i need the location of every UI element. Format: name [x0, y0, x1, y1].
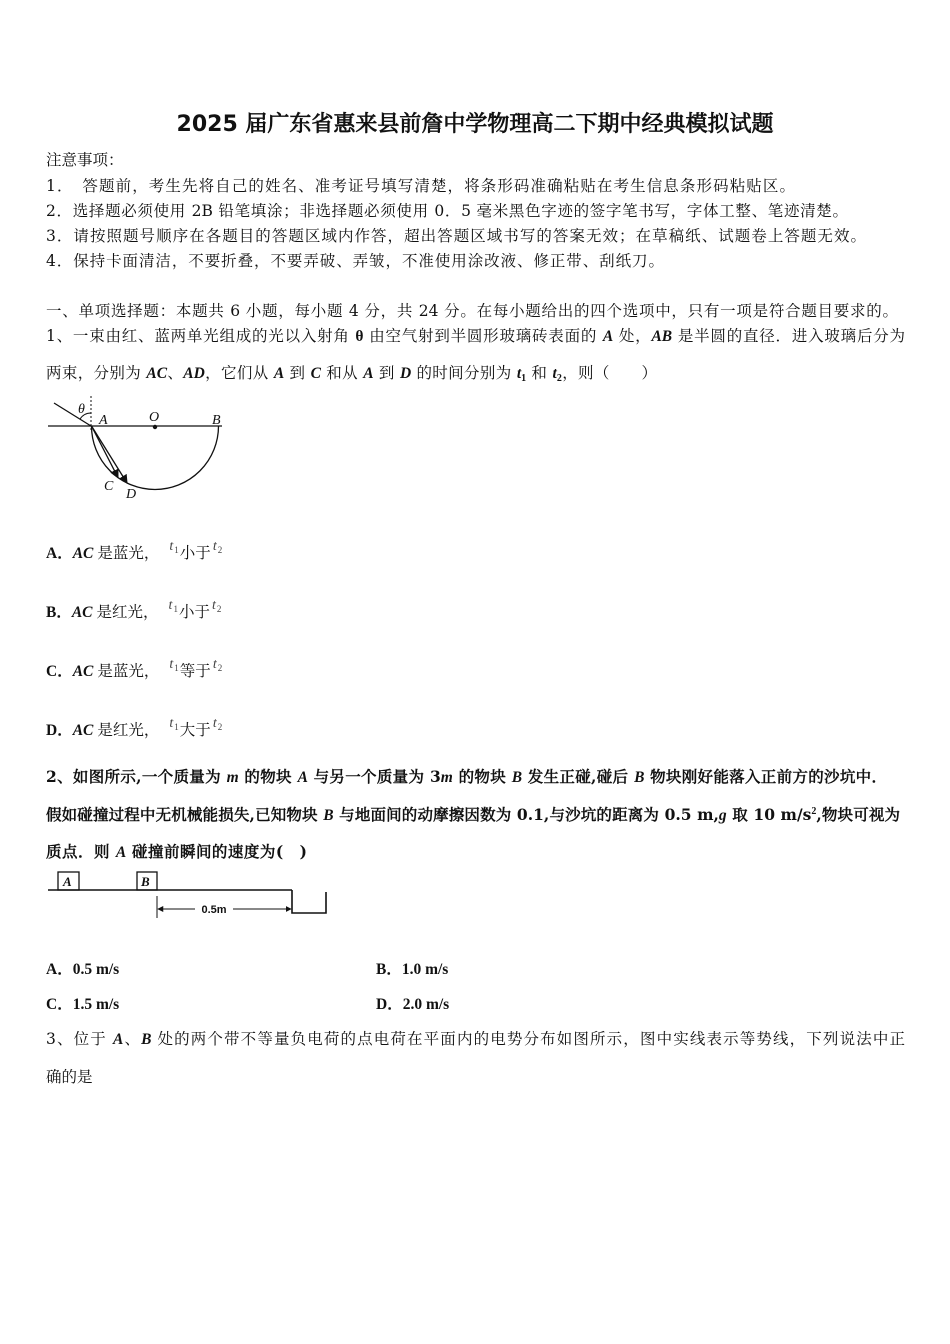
text-run: m: [440, 769, 453, 786]
text-run: 确的是: [46, 1068, 93, 1086]
notice-item-4: 4．保持卡面清洁，不要折叠，不要弄破、弄皱，不准使用涂改液、修正带、刮纸刀。: [46, 252, 664, 270]
notice-item-2: 2．选择题必须使用 2B 铅笔填涂；非选择题必须使用 0．5 毫米黑色字迹的签字笔书写，字体工整、笔迹清楚。: [46, 202, 848, 220]
q1-stem-line-1: [46, 325, 905, 347]
center-point-o: [153, 425, 157, 429]
text-run: 的时间分别为: [411, 364, 517, 382]
refracted-ray-ac: [92, 426, 119, 478]
text-run: 到: [373, 364, 400, 382]
t2-subscript: 2: [217, 663, 223, 673]
option-value: 2.0 m/s: [402, 996, 450, 1013]
text-run: A: [602, 328, 614, 345]
dimension-label: 0.5m: [201, 904, 227, 916]
text-run: B: [634, 769, 645, 786]
option-letter: C．: [46, 996, 73, 1013]
text-run: 的物块: [238, 767, 298, 786]
text-run: 质点．则: [46, 842, 116, 861]
text-run: 处的两个带不等量负电荷的点电荷在平面内的电势分布如图所示，图中实线表示等势线，下列说法中正: [151, 1030, 905, 1048]
q2-stem-line-1: [46, 766, 887, 788]
text-run: C: [310, 365, 321, 382]
text-run: θ: [355, 328, 364, 345]
label-point-d: D: [126, 487, 137, 502]
text-run: 2: [556, 373, 562, 384]
option-letter: B．: [376, 961, 402, 978]
text-run: 的物块: [452, 767, 512, 786]
text-run: 和: [526, 364, 553, 382]
label-point-c: C: [104, 479, 114, 494]
q1-option-b: [46, 598, 222, 623]
t1-letter: t: [168, 598, 173, 613]
text-run: 到: [284, 364, 311, 382]
q1-refraction-figure: [44, 392, 230, 504]
notice-heading: 注意事项：: [46, 151, 124, 169]
text-run: 和从: [320, 364, 364, 382]
text-run: 物块刚好能落入正前方的沙坑中．: [644, 767, 887, 786]
text-run: 碰撞前瞬间的速度为( ): [126, 842, 307, 861]
t2-subscript: 2: [217, 545, 223, 555]
q2-stem-line-2: [46, 804, 900, 826]
page-title: 2025 届广东省惠来县前詹中学物理高二下期中经典模拟试题: [176, 112, 774, 137]
text-run: A: [297, 769, 308, 786]
t1-symbol: [169, 595, 178, 617]
option-value: 0.5 m/s: [72, 961, 120, 978]
text-run: D: [399, 365, 412, 382]
q3-stem-line-2: [46, 1066, 93, 1088]
notice-item-1: 1． 答题前，考生先将自己的姓名、准考证号填写清楚，将条形码准确粘贴在考生信息条形码粘贴区。: [46, 177, 795, 195]
text-run: 是半圆的直径．进入玻璃后分为: [672, 327, 905, 345]
text-run: A: [363, 365, 374, 382]
t2-symbol: [213, 654, 222, 676]
t1-subscript: 1: [174, 663, 179, 673]
t1-subscript: 1: [173, 604, 178, 614]
option-description: 是红光，: [97, 721, 160, 739]
label-theta: θ: [78, 402, 85, 417]
option-subject: AC: [72, 722, 94, 739]
t1-letter: t: [169, 657, 174, 672]
q2-collision-figure: [44, 866, 336, 924]
sand-pit: [292, 890, 326, 913]
text-run: 、: [123, 1030, 142, 1048]
text-run: 与地面间的动摩擦因数为 0.1,与沙坑的距离为 0.5 m,: [333, 805, 719, 824]
block-b-label: B: [141, 874, 150, 889]
text-run: B: [323, 807, 334, 824]
t2-symbol: [213, 536, 222, 558]
text-run: 取 10 m/s: [726, 805, 812, 824]
q2-option-b: [376, 958, 448, 980]
text-run: ，它们从: [204, 364, 274, 382]
q1-option-a: [46, 539, 223, 564]
t2-letter: t: [211, 598, 216, 613]
text-run: t: [516, 365, 522, 382]
text-run: B: [511, 769, 523, 786]
text-run: ,物块可视为: [816, 805, 900, 824]
text-run: 1: [521, 373, 527, 384]
text-run: 两束，分别为: [46, 364, 147, 382]
option-letter: A．: [46, 961, 73, 978]
option-description: 是蓝光，: [97, 662, 160, 680]
text-run: A: [112, 1031, 124, 1048]
text-run: 2: [811, 806, 817, 817]
text-run: 处，: [613, 327, 652, 345]
t2-letter: t: [212, 716, 217, 731]
text-run: A: [115, 844, 127, 861]
text-run: 、: [167, 364, 184, 382]
block-a-label: A: [63, 874, 72, 889]
refracted-ray-ad: [92, 426, 128, 483]
option-relation: 小于: [179, 544, 211, 562]
option-value: 1.0 m/s: [401, 961, 449, 978]
text-run: B: [141, 1031, 152, 1048]
option-description: 是蓝光，: [97, 544, 160, 562]
option-description: 是红光，: [96, 603, 159, 621]
q2-option-a: [46, 958, 119, 980]
t2-symbol: [212, 595, 221, 617]
text-run: 1、一束由红、蓝两单光组成的光以入射角: [46, 327, 356, 345]
text-run: 由空气射到半圆形玻璃砖表面的: [363, 327, 603, 345]
text-run: 3、位于: [46, 1030, 113, 1048]
option-relation: 小于: [178, 603, 210, 621]
text-run: AC: [146, 365, 168, 382]
q1-option-d: [46, 716, 223, 741]
t2-letter: t: [212, 539, 217, 554]
text-run: t: [552, 365, 557, 382]
t1-symbol: [169, 536, 178, 558]
option-letter: D．: [376, 996, 403, 1013]
t2-symbol: [213, 713, 222, 735]
text-run: ，则（ ）: [561, 364, 657, 382]
q1-option-c: [46, 657, 223, 682]
text-run: AB: [651, 328, 673, 345]
option-subject: AC: [72, 545, 94, 562]
option-letter: D．: [46, 722, 73, 739]
label-point-a: A: [99, 413, 108, 428]
text-run: 发生正碰,碰后: [522, 767, 635, 786]
option-letter: A．: [46, 545, 73, 562]
t2-letter: t: [212, 657, 217, 672]
text-run: g: [718, 807, 727, 824]
text-run: 2、如图所示,一个质量为: [46, 767, 227, 786]
q2-option-d: [376, 993, 449, 1015]
t1-subscript: 1: [174, 722, 179, 732]
t2-subscript: 2: [216, 604, 222, 614]
t1-subscript: 1: [174, 545, 179, 555]
q3-stem-line-1: [46, 1028, 905, 1050]
q2-stem-line-3: [46, 841, 307, 863]
t1-letter: t: [169, 716, 174, 731]
label-point-b: B: [212, 413, 221, 428]
option-letter: C．: [46, 663, 73, 680]
option-subject: AC: [72, 663, 94, 680]
option-relation: 大于: [179, 721, 211, 739]
text-run: 与另一个质量为 3: [307, 767, 441, 786]
notice-item-3: 3．请按照题号顺序在各题目的答题区域内作答，超出答题区域书写的答案无效；在草稿纸、试题卷上答题无效。: [46, 227, 866, 245]
section-1-heading: 一、单项选择题：本题共 6 小题，每小题 4 分，共 24 分。在每小题给出的四个选项中，只有一项是符合题目要求的。: [46, 302, 898, 320]
option-relation: 等于: [179, 662, 211, 680]
option-value: 1.5 m/s: [72, 996, 120, 1013]
t2-subscript: 2: [217, 722, 223, 732]
q2-option-c: [46, 993, 119, 1015]
t1-symbol: [169, 654, 178, 676]
text-run: 假如碰撞过程中无机械能损失,已知物块: [46, 805, 324, 824]
q1-stem-line-2: [46, 362, 657, 384]
text-run: A: [273, 365, 285, 382]
option-letter: B．: [46, 604, 72, 621]
t1-letter: t: [169, 539, 174, 554]
t1-symbol: [169, 713, 178, 735]
text-run: m: [226, 769, 239, 786]
label-center-o: O: [149, 410, 160, 425]
option-subject: AC: [71, 604, 93, 621]
text-run: AD: [183, 365, 205, 382]
